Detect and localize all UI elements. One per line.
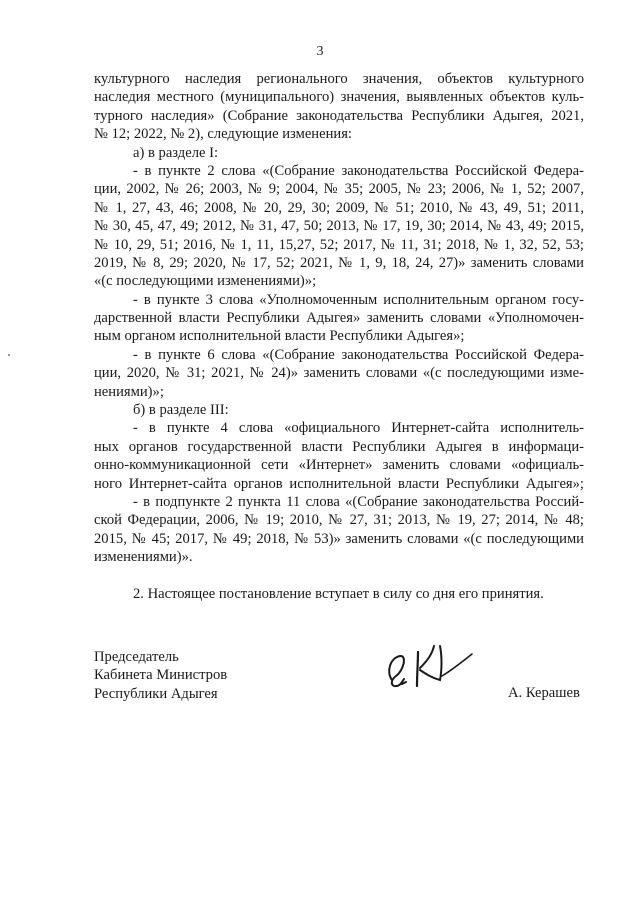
- text-line: ской Федерации, 2006, № 19; 2010, № 27, 31; 2013, № 19, 27; 2014, № 48;: [94, 512, 584, 529]
- text-line: № 10, 29, 51; 2016, № 1, 11, 15,27, 52; 2017, № 11, 31; 2018, № 1, 32, 52, 53;: [94, 236, 584, 253]
- signatory-title-line-3: Республики Адыгея: [94, 685, 218, 702]
- text-line: ным органом исполнительной власти Республики Адыгея»;: [94, 328, 465, 345]
- text-line: ции, 2020, № 31; 2021, № 24)» заменить словами «(с последующими изме-: [94, 365, 584, 382]
- text-line: - в пункте 3 слова «Уполномоченным исполнительным органом госу-: [133, 291, 584, 308]
- text-line: а) в разделе I:: [133, 144, 219, 161]
- text-line: - в пункте 6 слова «(Собрание законодательства Российской Федера-: [133, 346, 584, 363]
- text-line: дарственной власти Республики Адыгея» заменить словами «Уполномочен-: [94, 310, 584, 327]
- text-line: № 12; 2022, № 2), следующие изменения:: [94, 126, 352, 143]
- text-line: нениями)»;: [94, 383, 164, 400]
- text-line: ного Интернет-сайта органов исполнительной власти Республики Адыгея»;: [94, 475, 584, 492]
- signatory-title-line-2: Кабинета Министров: [94, 667, 228, 684]
- handwritten-signature: [380, 632, 480, 696]
- text-line: «(с последующими изменениями)»;: [94, 273, 317, 290]
- signatory-title: [94, 648, 227, 703]
- text-line: 2015, № 45; 2017, № 49; 2018, № 53)» заменить словами «(с последующими: [94, 530, 584, 547]
- text-line: культурного наследия регионального значения, объектов культурного: [94, 71, 584, 87]
- signatory-title-line-1: Председатель: [94, 649, 179, 665]
- document-body: [94, 70, 584, 603]
- text-line: ции, 2002, № 26; 2003, № 9; 2004, № 35; 2005, № 23; 2006, № 1, 52; 2007,: [94, 181, 584, 198]
- text-line: - в пункте 4 слова «официального Интернет-сайта исполнитель-: [133, 420, 584, 437]
- signatory-name: А. Керашев: [508, 685, 580, 701]
- text-line: турного наследия» (Собрание законодательства Республики Адыгея, 2021,: [94, 107, 584, 124]
- paragraph-gap: [94, 567, 584, 585]
- text-line: № 30, 45, 47, 49; 2012, № 31, 47, 50; 2013, № 17, 19, 30; 2014, № 43, 49; 2015,: [94, 218, 584, 235]
- text-line: изменениями)».: [94, 549, 193, 566]
- text-line: - в пункте 2 слова «(Собрание законодательства Российской Федера-: [133, 162, 584, 179]
- text-line: 2019, № 8, 29; 2020, № 17, 52; 2021, № 1, 9, 18, 24, 27)» заменить словами: [94, 254, 584, 271]
- text-line: б) в разделе III:: [133, 402, 229, 419]
- text-line: 2. Настоящее постановление вступает в силу со дня его принятия.: [133, 585, 544, 602]
- text-line: наследия местного (муниципального) значения, выявленных объектов куль-: [94, 89, 584, 106]
- page-number: 3: [316, 44, 324, 59]
- text-line: онно-коммуникационной сети «Интернет» заменить словами «официаль-: [94, 457, 584, 474]
- text-line: № 1, 27, 43, 46; 2008, № 20, 29, 30; 2009, № 51; 2010, № 43, 49, 51; 2011,: [94, 199, 584, 216]
- margin-mark: [8, 354, 10, 356]
- text-line: - в подпункте 2 пункта 11 слова «(Собрание законодательства Россий-: [133, 493, 584, 510]
- text-line: ных органов государственной власти Республики Адыгея в информаци-: [94, 438, 584, 455]
